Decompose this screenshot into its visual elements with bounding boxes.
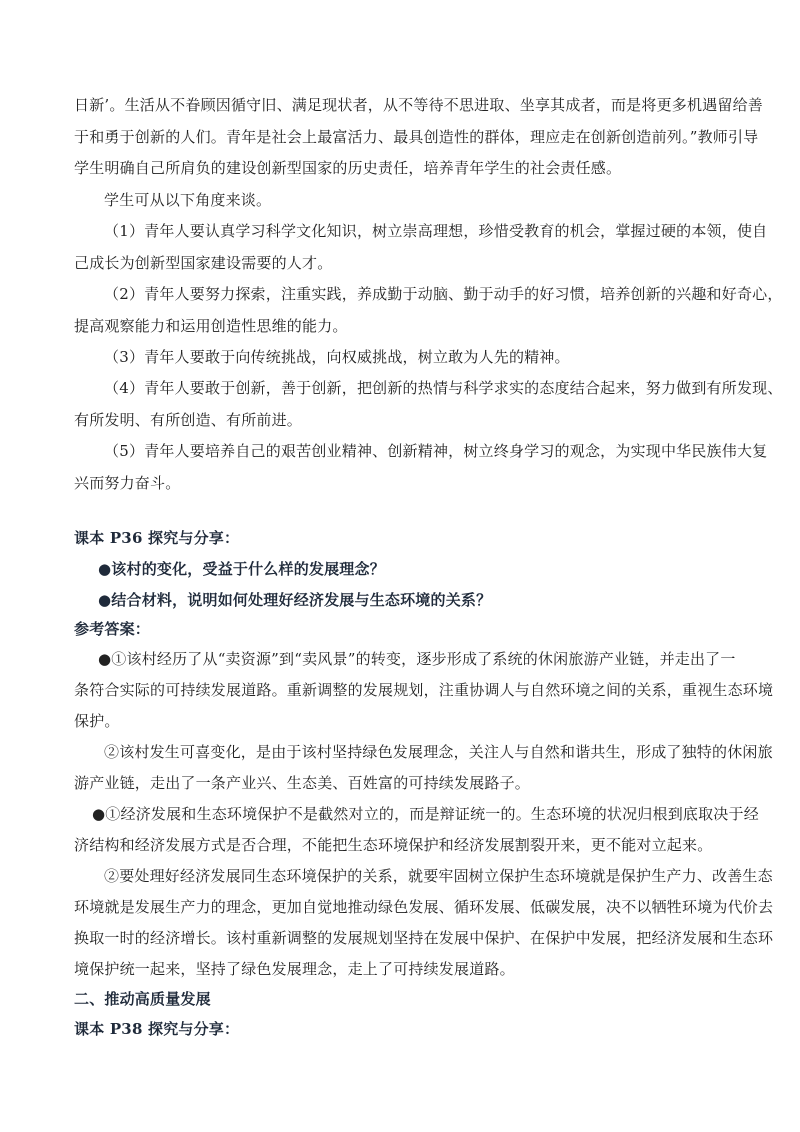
answer-line: ②该村发生可喜变化，是由于该村坚持绿色发展理念，关注人与自然和谐共生，形成了独特的休闲旅 [104,743,773,761]
question: ●该村的变化，受益于什么样的发展理念？ [98,560,385,578]
paragraph-line: 学生可从以下角度来谈。 [104,191,272,209]
list-item-line: 有所发明、有所创造、有所前进。 [74,411,303,429]
answer-heading: 参考答案： [74,620,151,638]
answer-line: 换取一时的经济增长。该村重新调整的发展规划坚持在发展中保护、在保护中发展，把经济发展和生态环 [74,929,774,947]
list-item-line: 提高观察能力和运用创造性思维的能力。 [74,317,348,335]
answer-line: 条符合实际的可持续发展道路。重新调整的发展规划，注重协调人与自然环境之间的关系，重视生态环境 [74,681,774,699]
list-item-line: 己成长为创新型国家建设需要的人才。 [74,254,333,272]
paragraph-line: 日新’。生活从不眷顾因循守旧、满足现状者，从不等待不思进取、坐享其成者，而是将更多机遇留给善 [74,96,763,114]
list-item-line: （1）青年人要认真学习科学文化知识，树立崇高理想，珍惜受教育的机会，掌握过硬的本领，使自 [104,222,768,240]
question: ●结合材料，说明如何处理好经济发展与生态环境的关系？ [98,591,492,609]
answer-line: ②要处理好经济发展同生态环境保护的关系，就要牢固树立保护生态环境就是保护生产力、改善生态 [104,867,773,885]
list-item-line: （2）青年人要努力探索，注重实践，养成勤于动脑、勤于动手的好习惯，培养创新的兴趣和好奇心， [104,285,783,303]
section-heading: 二、推动高质量发展 [74,990,211,1008]
answer-line: 游产业链，走出了一条产业兴、生态美、百姓富的可持续发展路子。 [74,774,531,792]
list-item-line: 兴而努力奋斗。 [74,474,181,492]
answer-line: ●①经济发展和生态环境保护不是截然对立的，而是辩证统一的。生态环境的状况归根到底取决于经 [92,805,759,823]
list-item-line: （3）青年人要敢于向传统挑战，向权威挑战，树立敢为人先的精神。 [104,348,570,366]
answer-line: 境保护统一起来，坚持了绿色发展理念，走上了可持续发展道路。 [74,960,515,978]
answer-line: ●①该村经历了从“卖资源”到“卖风景”的转变，逐步形成了系统的休闲旅游产业链，并走出了一 [98,650,736,668]
paragraph-line: 学生明确自己所肩负的建设创新型国家的历史责任，培养青年学生的社会责任感。 [74,159,622,177]
list-item-line: （4）青年人要敢于创新，善于创新，把创新的热情与科学求实的态度结合起来，努力做到有所发现、 [104,379,783,397]
answer-line: 济结构和经济发展方式是否合理，不能把生态环境保护和经济发展割裂开来，更不能对立起来。 [74,836,713,854]
paragraph-line: 于和勇于创新的人们。青年是社会上最富活力、最具创造性的群体，理应走在创新创造前列。”教师引导 [74,128,759,146]
answer-line: 保护。 [74,712,120,730]
section-heading: 课本 P38 探究与分享： [74,1020,240,1038]
list-item-line: （5）青年人要培养自己的艰苦创业精神、创新精神，树立终身学习的观念，为实现中华民族伟大复 [104,442,768,460]
answer-line: 环境就是发展生产力的理念，更加自觉地推动绿色发展、循环发展、低碳发展，决不以牺牲环境为代价去 [74,898,774,916]
section-heading: 课本 P36 探究与分享： [74,529,240,547]
